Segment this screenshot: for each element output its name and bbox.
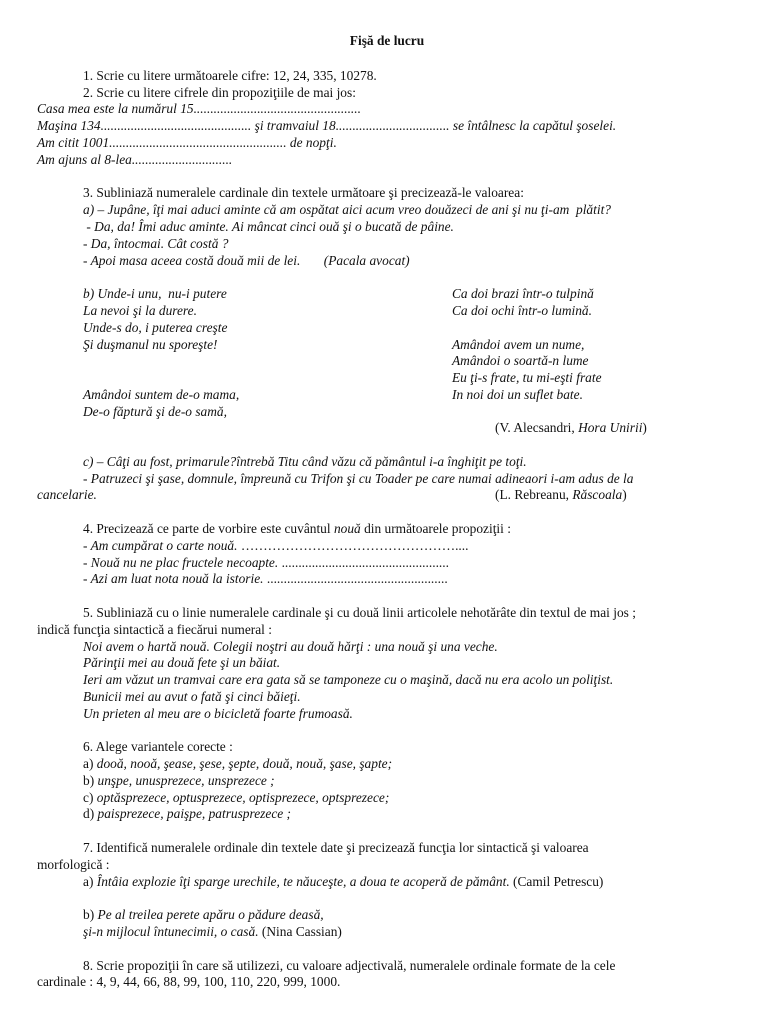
poem-line: Eu ţi-s frate, tu mi-eşti frate bbox=[452, 370, 602, 386]
text-span: 4. Precizează ce parte de vorbire este cuvântul bbox=[83, 520, 334, 536]
exercise-4-line-3 bbox=[37, 571, 737, 588]
exercise-2-line-4: Am ajuns al 8-lea.............................. bbox=[37, 151, 233, 167]
exercise-5-sentence: Bunicii mei au avut o fată şi cinci băieţi. bbox=[83, 688, 301, 704]
text-span: (Nina Cassian) bbox=[258, 924, 342, 940]
exercise-3c-line-1: c) – Câţi au fost, primarule?întrebă Titu când văzu că pământul i-a înghiţit pe toţi. bbox=[83, 453, 527, 469]
exercise-1: 1. Scrie cu litere următoarele cifre: 12, 24, 335, 10278. bbox=[83, 67, 377, 83]
exercise-6-option bbox=[37, 773, 737, 790]
poem-line: Amândoi suntem de-o mama, bbox=[83, 386, 240, 402]
text-span: din următoarele propoziţii : bbox=[360, 520, 511, 536]
option-text: unşpe, unusprezece, unsprezece ; bbox=[97, 772, 275, 788]
poem-line bbox=[83, 353, 443, 370]
exercise-3a-line-1: a) – Jupâne, îţi mai aduci aminte că am ospătat aici acum vreo douăzeci de ani şi nu ţi-am plătit? bbox=[83, 202, 611, 218]
exercise-5-sentence: Noi avem o hartă nouă. Colegii noştri au două hărţi : una nouă şi una veche. bbox=[83, 638, 498, 654]
exercise-3c-source bbox=[495, 487, 627, 504]
text-span: (L. Rebreanu, bbox=[495, 487, 573, 503]
option-prefix: a) bbox=[83, 756, 97, 772]
text-span: ) bbox=[622, 487, 627, 503]
exercise-6-option bbox=[37, 790, 737, 807]
text-span: Răscoala bbox=[572, 487, 623, 503]
text-span: Hora Unirii bbox=[578, 420, 643, 436]
exercise-7b-line-1 bbox=[37, 907, 737, 924]
text-span: b) bbox=[83, 907, 98, 923]
text-span: ………………………………………….... bbox=[240, 537, 469, 553]
exercise-5-sentence: Un prieten al meu are o bicicletă foarte frumoasă. bbox=[83, 705, 353, 721]
exercise-6-heading: 6. Alege variantele corecte : bbox=[83, 739, 233, 755]
exercise-4-line-1 bbox=[37, 538, 737, 555]
poem-line: Ca doi ochi într-o lumină. bbox=[452, 302, 592, 318]
exercise-4-heading bbox=[37, 521, 737, 538]
text-span: şi tramvaiul 18 bbox=[254, 118, 336, 134]
exercise-7a bbox=[37, 874, 737, 891]
exercise-4-line-2 bbox=[37, 555, 737, 572]
poem-line: La nevoi şi la durere. bbox=[83, 302, 197, 318]
exercise-8-line-2: cardinale : 4, 9, 44, 66, 88, 99, 100, 110, 220, 999, 1000. bbox=[37, 974, 341, 990]
text-span: Pe al treilea perete apăru o pădure deasă, bbox=[97, 907, 324, 923]
option-prefix: b) bbox=[83, 772, 98, 788]
exercise-5-sentence: Ieri am văzut un tramvai care era gata să se tamponeze cu o maşină, dacă nu era acolo un poliţist. bbox=[83, 672, 614, 688]
poem-right-column bbox=[452, 286, 742, 404]
poem-left-column bbox=[83, 286, 443, 420]
poem-line bbox=[452, 320, 742, 337]
exercise-3a-line-2: - Da, da! Îmi aduc aminte. Ai mâncat cinci ouă şi o bucată de pâine. bbox=[83, 218, 454, 234]
exercise-5-heading-2: indică funcţia sintactică a fiecărui numeral : bbox=[37, 621, 272, 637]
exercise-8-line-1: 8. Scrie propoziţii în care să utilizezi, cu valoare adjectivală, numeralele ordinale formate de la cele bbox=[83, 957, 616, 973]
text-span: Întâia explozie îţi sparge urechile, te năuceşte, a doua te acoperă de pământ. bbox=[96, 873, 510, 889]
poem-line: Amândoi avem un nume, bbox=[452, 336, 585, 352]
poem-line: Unde-s do, i puterea creşte bbox=[83, 319, 228, 335]
text-span: (Camil Petrescu) bbox=[509, 873, 604, 889]
text-span: - Nouă nu ne plac fructele necoapte. bbox=[83, 554, 282, 570]
option-text: optăsprezece, optusprezece, optisprezece, optsprezece; bbox=[96, 789, 390, 805]
exercise-7b-line-2 bbox=[37, 924, 737, 941]
worksheet-page bbox=[37, 33, 737, 991]
text-span: (V. Alecsandri, bbox=[495, 420, 579, 436]
exercise-7-heading-1: 7. Identifică numeralele ordinale din textele date şi precizează funcţia lor sintactică şi valoarea bbox=[83, 840, 589, 856]
exercise-6-option bbox=[37, 806, 737, 823]
poem-line: Amândoi o soartă-n lume bbox=[452, 353, 589, 369]
exercise-6-options bbox=[37, 756, 737, 823]
exercise-2-line-3 bbox=[37, 135, 737, 152]
option-prefix: c) bbox=[83, 789, 97, 805]
text-span: - Am cumpărat o carte nouă. bbox=[83, 537, 241, 553]
exercise-3a-line-3: - Da, întocmai. Cât costă ? bbox=[83, 235, 229, 251]
poem-line: Şi duşmanul nu sporeşte! bbox=[83, 336, 218, 352]
option-text: paisprezece, paişpe, patrusprezece ; bbox=[97, 806, 292, 822]
exercise-3b-poem bbox=[37, 286, 737, 420]
page-title: Fişă de lucru bbox=[349, 33, 425, 48]
text-span: de nopţi. bbox=[286, 134, 337, 150]
poem-line: Ca doi brazi într-o tulpină bbox=[452, 286, 594, 302]
text-span: cancelarie. bbox=[37, 487, 97, 503]
exercise-2-line-2 bbox=[37, 118, 737, 135]
exercise-3c-line-3 bbox=[37, 487, 737, 504]
poem-line: De-o făptură şi de-o samă, bbox=[83, 403, 227, 419]
exercise-5-text bbox=[37, 639, 737, 723]
text-span: Am citit 1001..................................................... bbox=[37, 134, 287, 150]
exercise-5-sentence: Părinţii mei au două fete şi un băiat. bbox=[83, 655, 281, 671]
exercise-2-heading: 2. Scrie cu litere cifrele din propoziţiile de mai jos: bbox=[83, 84, 356, 100]
exercise-2-line-1: Casa mea este la numărul 15.................................................. bbox=[37, 101, 361, 117]
text-span: şi-n mijlocul întunecimii, o casă. bbox=[83, 924, 259, 940]
poem-line bbox=[83, 370, 443, 387]
exercise-3c-line-2: - Patruzeci şi şase, domnule, împreună cu Trifon şi cu Toader pe care numai adineaori i-am adus de la bbox=[83, 470, 634, 486]
text-span: se întâlnesc la capătul şoselei. bbox=[449, 118, 617, 134]
poem-line: b) Unde-i unu, nu-i putere bbox=[83, 286, 227, 302]
exercise-7-heading-2: morfologică : bbox=[37, 856, 110, 872]
option-prefix: d) bbox=[83, 806, 98, 822]
text-span: nouă bbox=[333, 520, 361, 536]
text-span: .................................................. bbox=[281, 554, 449, 570]
text-span: - Azi am luat nota nouă la istorie. bbox=[83, 571, 267, 587]
text-span: ) bbox=[642, 420, 647, 436]
option-text: dooă, nooă, şease, şese, şepte, două, nouă, şase, şapte; bbox=[96, 756, 393, 772]
exercise-5-heading-1: 5. Subliniază cu o linie numeralele cardinale şi cu două linii articolele nehotărâte din textul de mai jos ; bbox=[83, 604, 636, 620]
text-span: ...................................................... bbox=[266, 571, 448, 587]
exercise-3-heading: 3. Subliniază numeralele cardinale din textele următoare şi precizează-le valoarea: bbox=[83, 185, 524, 201]
text-span: a) bbox=[83, 873, 97, 889]
exercise-3b-source bbox=[37, 420, 737, 437]
exercise-3a-line-4: - Apoi masa aceea costă două mii de lei. (Pacala avocat) bbox=[83, 252, 410, 268]
exercise-6-option bbox=[37, 756, 737, 773]
text-span: Maşina 134............................................. bbox=[37, 118, 255, 134]
text-span: .................................. bbox=[335, 118, 450, 134]
poem-line: In noi doi un suflet bate. bbox=[452, 386, 583, 402]
